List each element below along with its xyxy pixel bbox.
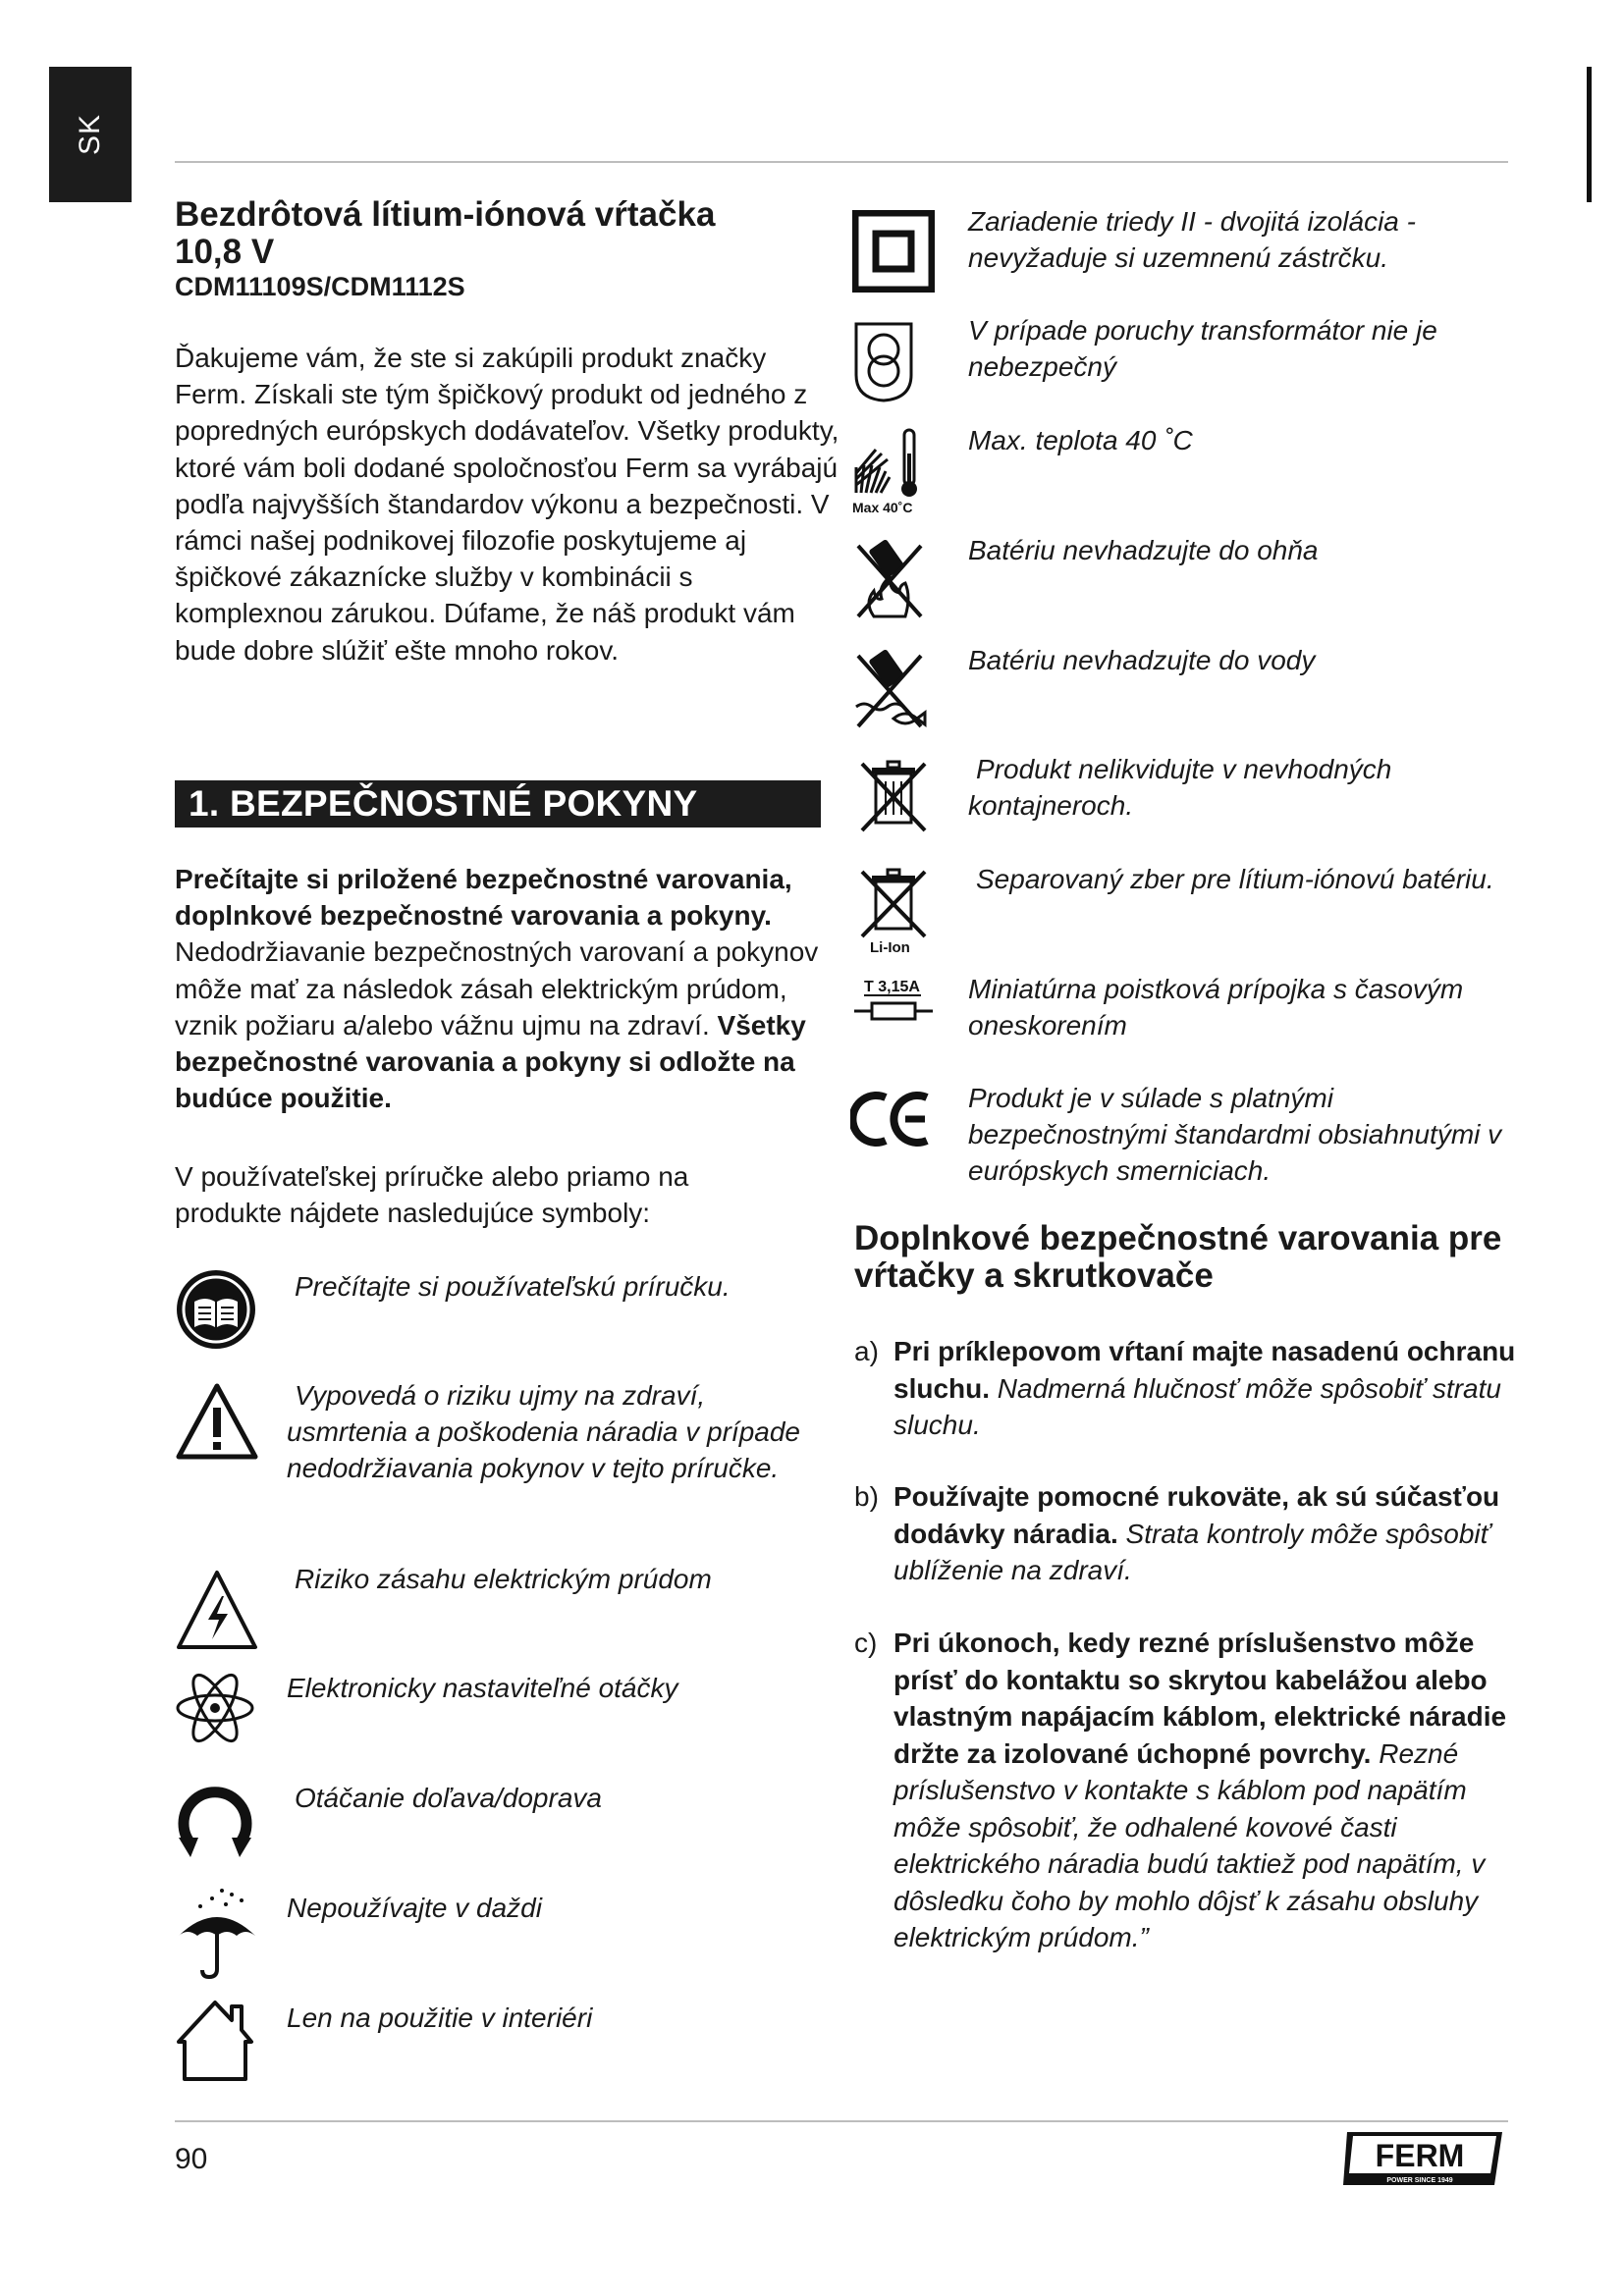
li-ion-bin-icon	[856, 866, 931, 961]
drill-warning-c	[854, 1625, 1522, 1956]
no-water-icon	[850, 648, 929, 735]
drill-warning-bold: Pri príklepovom vŕtaní majte nasadenú ochranu sluchu.	[893, 1336, 1516, 1404]
max-temp-label: Max 40˚C	[852, 500, 913, 515]
drills-heading: Doplnkové bezpečnostné varovania pre vŕtačky a skrutkovače	[854, 1219, 1502, 1295]
intro-paragraph: Ďakujeme vám, že ste si zakúpili produkt značky Ferm. Získali ste tým špičkový produkt od jedného z popredných európskych dodávateľov. Všetky produkty, ktoré vám boli dodané spoločnosťou Ferm sa vyrábajú podľa najvyšších štandardov výkonu a bezpečnosti. V rámci našej podnikovej filozofie poskytujeme aj špičkové zákaznícke služby v kombinácii s komplexnou zárukou. Dúfame, že náš produkt vám bude dobre slúžiť ešte mnoho rokov.	[175, 343, 839, 666]
symbol-text-indoor: Len na použitie v interiéri	[287, 2002, 593, 2033]
header-rule	[175, 161, 1508, 163]
symbol-text-rotation: Otáčanie doľava/doprava	[295, 1783, 602, 1813]
drill-warning-italic: Strata kontroly môže spôsobiť ublíženie na zdraví.	[893, 1518, 1490, 1585]
li-ion-label: Li-Ion	[870, 939, 910, 956]
symbol-text-speed: Elektronicky nastaviteľné otáčky	[287, 1673, 678, 1703]
language-tab-label: SK	[74, 113, 106, 156]
electric-shock-icon	[175, 1569, 259, 1656]
footer-rule	[175, 2120, 1508, 2122]
drill-warning-b	[854, 1478, 1522, 1589]
drill-warning-label: b)	[854, 1481, 879, 1512]
ferm-logo	[1341, 2128, 1508, 2194]
rain-umbrella-icon	[173, 1885, 261, 1984]
transformer-icon	[852, 320, 915, 407]
drill-warning-italic: Rezné príslušenstvo v kontakte s káblom pod napätím môže spôsobiť, že odhalené kovové časti elektrického náradia budú taktiež pod napätím, v dôsledku čoho by mohlo dôjsť k zásahu obsluhy elektrickým prúdom.”	[893, 1737, 1486, 1952]
max-temp-icon	[850, 424, 929, 521]
fuse-label: T 3,15A	[864, 979, 920, 995]
symbol-text-no-fire: Batériu nevhadzujte do ohňa	[968, 535, 1319, 565]
symbol-text-fuse: Miniatúrna poistková prípojka s časovým oneskorením	[968, 974, 1464, 1041]
class-ii-icon	[852, 210, 935, 297]
symbol-text-weee: Produkt nelikvidujte v nevhodných kontajneroch.	[968, 754, 1392, 821]
weee-bin-icon	[856, 758, 931, 839]
page-title: Bezdrôtová lítium-iónová vŕtačka 10,8 V	[175, 195, 716, 271]
symbols-intro: V používateľskej príručke alebo priamo na produkte nájdete nasledujúce symboly:	[175, 1161, 689, 1229]
drill-warning-bold: Používajte pomocné rukoväte, ak sú súčasťou dodávky náradia.	[893, 1481, 1500, 1549]
symbol-text-shock: Riziko zásahu elektrickým prúdom	[295, 1564, 712, 1594]
safety-warning-bold: Prečítajte si priložené bezpečnostné varovania, doplnkové bezpečnostné varovania a pokyny.	[175, 864, 792, 932]
logo-text: FERM	[1375, 2138, 1465, 2173]
manual-icon	[175, 1268, 257, 1356]
language-tab	[49, 67, 132, 202]
symbol-text-li-ion: Separovaný zber pre lítium-iónovú batériu.	[976, 864, 1494, 894]
symbol-text-transformer: V prípade poruchy transformátor nie je nebezpečný	[968, 315, 1437, 382]
fuse-icon	[852, 976, 935, 1030]
drill-warning-a	[854, 1333, 1522, 1444]
left-column	[175, 196, 840, 668]
symbol-text-ce: Produkt je v súlade s platnými bezpečnostnými štandardmi obsiahnutými v európskych smerniciach.	[968, 1083, 1502, 1186]
symbol-text-warning: Vypovedá o riziku ujmy na zdraví, usmrtenia a poškodenia náradia v prípade nedodržiavania pokynov v tejto príručke.	[287, 1380, 801, 1483]
drill-warning-italic: Nadmerná hlučnosť môže spôsobiť stratu sluchu.	[893, 1372, 1501, 1440]
safety-warning-keep: Všetky bezpečnostné varovania a pokyny si odložte na budúce použitie.	[175, 1009, 806, 1114]
warning-icon	[175, 1382, 259, 1466]
drill-warning-label: a)	[854, 1336, 879, 1366]
section-heading: 1. BEZPEČNOSTNÉ POKYNY	[175, 780, 821, 828]
ce-mark-icon	[850, 1090, 933, 1153]
symbol-text-class-ii: Zariadenie triedy II - dvojitá izolácia - nevyžaduje si uzemnenú zástrčku.	[968, 206, 1416, 273]
margin-bar	[1587, 67, 1592, 202]
safety-warning-text: Nedodržiavanie bezpečnostných varovaní a pokynov môže mať za následok zásah elektrickým prúdom, vznik požiaru a/alebo vážnu ujmu na zdraví.	[175, 936, 819, 1041]
safety-warning	[175, 861, 833, 1116]
logo-tagline: POWER SINCE 1949	[1386, 2177, 1453, 2184]
symbol-text-max-temp: Max. teplota 40 ˚C	[968, 425, 1193, 455]
symbol-text-no-water: Batériu nevhadzujte do vody	[968, 645, 1316, 675]
drill-warning-bold: Pri úkonoch, kedy rezné príslušenstvo môže prísť do kontaktu so skrytou kabelážou alebo vlastným napájacím káblom, elektrické náradie držte za izolované úchopné povrchy.	[893, 1628, 1507, 1769]
page-number: 90	[175, 2143, 208, 2175]
electronic-speed-icon	[173, 1669, 257, 1752]
symbol-text-rain: Nepoužívajte v daždi	[287, 1893, 542, 1923]
indoor-house-icon	[173, 1993, 257, 2088]
model-numbers: CDM11109S/CDM1112S	[175, 272, 465, 301]
drill-warning-label: c)	[854, 1628, 878, 1658]
symbol-text-manual: Prečítajte si používateľskú príručku.	[295, 1271, 731, 1302]
rotation-icon	[173, 1777, 257, 1864]
no-fire-icon	[850, 538, 929, 625]
